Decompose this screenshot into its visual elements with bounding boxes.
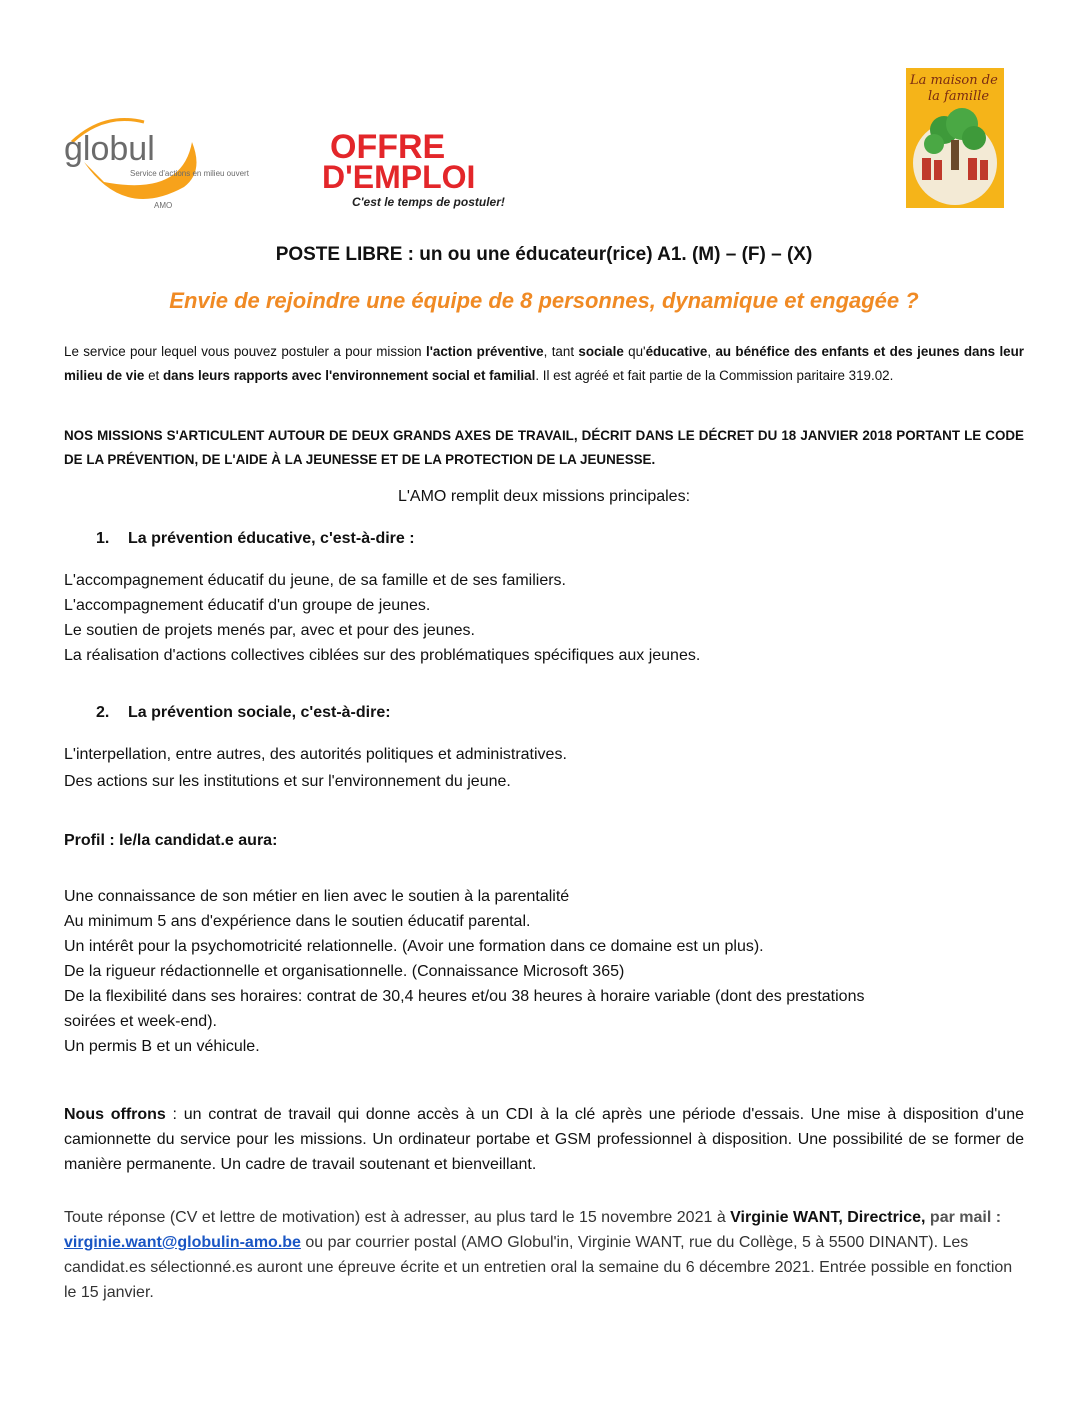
list-item: Au minimum 5 ans d'expérience dans le soutien éducatif parental. (64, 913, 531, 930)
list-item: Un permis B et un véhicule. (64, 1038, 260, 1055)
maison-line2: la famille (928, 89, 990, 104)
email-link[interactable]: virginie.want@globulin-amo.be (64, 1234, 301, 1251)
list-item: De la rigueur rédactionnelle et organisationnelle. (Connaissance Microsoft 365) (64, 963, 625, 980)
offre-emploi-logo (322, 120, 522, 215)
section2-list (64, 742, 1024, 794)
globul-sub: AMO (154, 201, 173, 210)
contact-paragraph: Toute réponse (CV et lettre de motivation) est à adresser, au plus tard le 15 novembre 2021 à Virginie WANT, Directrice, par mail : virginie.want@globulin-amo.be ou par courrier postal (AMO Globul'in, Virginie WANT, rue du Collège, 5 à 5500 DINANT). Les candidat.es sélectionné.es auront une épreuve écrite et un entretien oral la semaine du 6 décembre 2021. Entrée possible en fonction le 15 janvier. (64, 1209, 1013, 1301)
list-item: De la flexibilité dans ses horaires: contrat de 30,4 heures et/ou 38 heures à horaire variable (dont des prestations (64, 988, 865, 1005)
globul-tagline: Service d'actions en milieu ouvert (130, 169, 249, 178)
section2-heading: 2. La prévention sociale, c'est-à-dire: (96, 704, 391, 721)
list-item: L'accompagnement éducatif du jeune, de sa famille et de ses familiers. (64, 572, 566, 589)
contact-name: Virginie WANT, Directrice, (730, 1209, 926, 1226)
offre-line2: D'EMPLOI (322, 159, 476, 195)
maison-line1: La maison de (910, 73, 998, 88)
intro-paragraph: Le service pour lequel vous pouvez postuler a pour mission l'action préventive, tant sociale qu'éducative, au bénéfice des enfants et des jeunes dans leur milieu de vie et dans leurs rapports avec l'environnement social et familial. Il est agréé et fait partie de la Commission paritaire 319.02. (64, 344, 1025, 383)
subtitle: Envie de rejoindre une équipe de 8 personnes, dynamique et engagée ? (169, 288, 919, 313)
section1-heading: 1. La prévention éducative, c'est-à-dire : (96, 530, 415, 547)
list-item: L'accompagnement éducatif d'un groupe de jeunes. (64, 597, 431, 614)
offre-line1: OFFRE (330, 128, 446, 166)
profil-list (64, 884, 1024, 1059)
missions-caps-paragraph: NOS MISSIONS S'ARTICULENT AUTOUR DE DEUX GRANDS AXES DE TRAVAIL, DÉCRIT DANS LE DÉCRET DU 18 JANVIER 2018 PORTANT LE CODE DE LA PRÉVENTION, DE L'AIDE À LA JEUNESSE ET DE LA PROTECTION DE LA JEUNESSE. (64, 428, 1024, 467)
list-item: Le soutien de projets menés par, avec et pour des jeunes. (64, 622, 475, 639)
list-item: Une connaissance de son métier en lien avec le soutien à la parentalité (64, 888, 570, 905)
list-item: soirées et week-end). (64, 1013, 217, 1030)
missions-intro: L'AMO remplit deux missions principales: (397, 488, 691, 505)
offer-paragraph: Nous offrons : un contrat de travail qui donne accès à un CDI à la clé après une période d'essais. Une mise à disposition d'une camionnette du service pour les missions. Un ordinateur portabe et GSM professionnel à disposition. Une possibilité de se former de manière permanente. Un cadre de travail soutenant et bienveillant. (64, 1106, 1024, 1173)
list-item: Des actions sur les institutions et sur l'environnement du jeune. (64, 773, 511, 790)
section1-list (64, 568, 1024, 668)
globul-wordmark: globul (64, 130, 155, 168)
profil-heading: Profil : le/la candidat.e aura: (64, 832, 278, 849)
job-title: POSTE LIBRE : un ou une éducateur(rice) A1. (M) – (F) – (X) (275, 244, 813, 265)
list-item: La réalisation d'actions collectives ciblées sur des problématiques spécifiques aux jeunes. (64, 647, 701, 664)
globul-logo (64, 102, 249, 220)
list-item: L'interpellation, entre autres, des autorités politiques et administratives. (64, 746, 567, 763)
list-item: Un intérêt pour la psychomotricité relationnelle. (Avoir une formation dans ce domaine est un plus). (64, 938, 764, 955)
offre-tagline: C'est le temps de postuler! (352, 195, 505, 209)
maison-famille-logo (906, 68, 1004, 208)
